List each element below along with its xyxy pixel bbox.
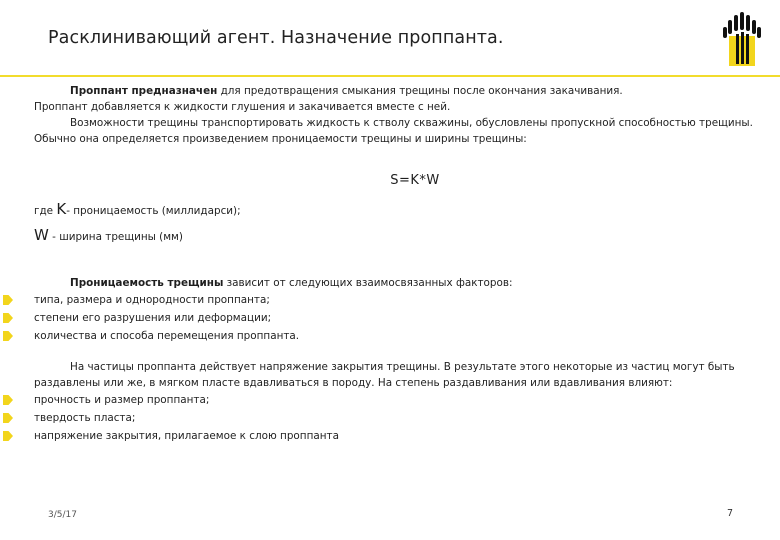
purpose-bold: Проппант предназначен bbox=[70, 85, 218, 97]
factors-list bbox=[34, 291, 766, 345]
definition-w-text: - ширина трещины (мм) bbox=[48, 231, 183, 243]
purpose-text: для предотвращения смыкания трещины после окончания закачивания. bbox=[217, 85, 623, 97]
permeability-text: зависит от следующих взаимосвязанных факторов: bbox=[223, 277, 513, 289]
bullet-icon bbox=[3, 331, 13, 341]
paragraph-closure-stress: На частицы проппанта действует напряжение закрытия трещины. В результате этого некоторые из частиц могут быть раздавлены или же, в мягком пласте вдавливаться в породу. На степень раздавливания или вдавливания влияют: bbox=[34, 361, 735, 389]
symbol-k: K bbox=[56, 200, 67, 218]
company-logo-icon bbox=[720, 10, 764, 68]
list-item: напряжение закрытия, прилагаемое к слою проппанта bbox=[34, 427, 766, 445]
paragraph-capacity: Возможности трещины транспортировать жидкость к стволу скважины, обусловлены пропускной способностью трещины. Обычно она определяется произведением проницаемости трещины и ширины трещины: bbox=[34, 117, 753, 145]
header-divider bbox=[0, 75, 780, 77]
list-item: степени его разрушения или деформации; bbox=[34, 309, 766, 327]
list-item: прочность и размер проппанта; bbox=[34, 391, 766, 409]
bullet-icon bbox=[3, 313, 13, 323]
symbol-w: W bbox=[34, 226, 49, 244]
page-number: 7 bbox=[727, 508, 734, 519]
bullet-icon bbox=[3, 295, 13, 305]
definition-prefix: где bbox=[34, 205, 57, 217]
paragraph-purpose bbox=[34, 83, 766, 99]
list-item: количества и способа перемещения проппанта. bbox=[34, 327, 766, 345]
definition-k-text: - проницаемость (миллидарси); bbox=[66, 205, 241, 217]
paragraph-permeability bbox=[34, 275, 766, 291]
slide-title: Расклинивающий агент. Назначение проппанта. bbox=[48, 28, 504, 48]
footer-date: 3/5/17 bbox=[48, 510, 77, 520]
permeability-bold: Проницаемость трещины bbox=[70, 277, 224, 289]
slide-body bbox=[34, 83, 766, 445]
definition-w bbox=[34, 225, 766, 247]
paragraph-purpose-line2: Проппант добавляется к жидкости глушения и закачивается вместе с ней. bbox=[34, 101, 451, 113]
bullet-icon bbox=[3, 431, 13, 441]
bullet-icon bbox=[3, 395, 13, 405]
influences-list bbox=[34, 391, 766, 445]
list-item: типа, размера и однородности проппанта; bbox=[34, 291, 766, 309]
list-item: твердость пласта; bbox=[34, 409, 766, 427]
formula: S=K*W bbox=[390, 173, 440, 188]
definition-k bbox=[34, 199, 766, 221]
bullet-icon bbox=[3, 413, 13, 423]
